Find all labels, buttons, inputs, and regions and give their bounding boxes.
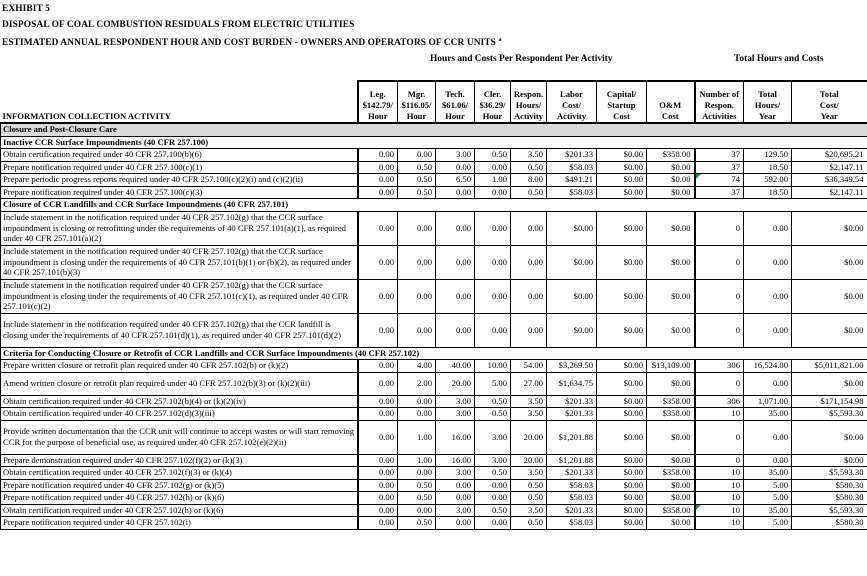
number-activities-cell: 306	[695, 395, 744, 408]
total-cost-cell: $0.00	[792, 313, 867, 347]
capital-cost-cell: $0.00	[597, 504, 647, 517]
cler-hours-cell: 0.50	[475, 408, 511, 421]
cler-hours-cell: 3.00	[475, 454, 511, 467]
capital-cost-cell: $0.00	[597, 360, 647, 373]
table-row	[1, 360, 867, 373]
tech-hours-cell: 6.50	[436, 174, 475, 187]
cler-hours-cell: 0.00	[475, 211, 511, 245]
activity-cell: Prepare notification required under 40 CFR 257.100(c)(1)	[1, 161, 358, 174]
subsection-title: Closure of CCR Landfills and CCR Surface Impoundments (40 CFR 257.101)	[1, 199, 867, 212]
activity-cell: Include statement in the notification required under 40 CFR 257.102(g) that the CCR surface impoundment is closing under the requirements of 40 CFR 257.101(b)(1) or (b)(2), as required under 40 CFR 257.101(b)(3)	[1, 245, 358, 279]
leg-hours-cell: 0.00	[358, 517, 398, 530]
activity-cell: Amend written closure or retrofit plan required under 40 CFR 257.102(b)(3) or (k)(2)(iii)	[1, 372, 358, 395]
respon-hours-cell: 0.00	[511, 245, 547, 279]
mgr-hours-cell: 0.00	[398, 504, 436, 517]
mgr-hours-cell: 0.00	[398, 211, 436, 245]
labor-cost-cell: $58.03	[547, 479, 597, 492]
activity-cell: Prepare periodic progress reports required under 40 CFR 257.100(c)(2)(i) and (c)(2)(ii)	[1, 174, 358, 187]
table-row	[1, 454, 867, 467]
respon-hours-cell: 3.50	[511, 408, 547, 421]
activity-cell: Prepare written closure or retrofit plan required under 40 CFR 257.102(b) or (k)(2)	[1, 360, 358, 373]
subsection-title: Criteria for Conducting Closure or Retrofit of CCR Landfills and CCR Surface Impoundments (40 CFR 257.102)	[1, 347, 867, 360]
mgr-hours-cell: 0.00	[398, 245, 436, 279]
activity-cell: Obtain certification required under 40 CFR 257.102(f)(3) or (k)(4)	[1, 467, 358, 480]
labor-cost-cell: $201.33	[547, 504, 597, 517]
respon-hours-cell: 3.50	[511, 504, 547, 517]
table-body	[1, 123, 867, 529]
om-cost-cell: $0.00	[647, 186, 695, 199]
total-hours-cell: 0.00	[744, 420, 792, 454]
tech-hours-cell: 0.00	[436, 279, 475, 313]
respon-hours-cell: 3.50	[511, 395, 547, 408]
column-header-mgr: Mgr. $116.05/ Hour	[398, 81, 436, 123]
om-cost-cell: $0.00	[647, 279, 695, 313]
cler-hours-cell: 3.00	[475, 420, 511, 454]
activity-cell: Obtain certification required under 40 CFR 257.100(b)(6)	[1, 149, 358, 162]
leg-hours-cell: 0.00	[358, 279, 398, 313]
number-activities-cell: 37	[695, 161, 744, 174]
leg-hours-cell: 0.00	[358, 504, 398, 517]
number-activities-cell: 37	[695, 186, 744, 199]
tech-hours-cell: 3.00	[436, 467, 475, 480]
subsection-header	[1, 199, 867, 212]
exhibit-label: EXHIBIT 5	[2, 4, 50, 14]
capital-cost-cell: $0.00	[597, 372, 647, 395]
respon-hours-cell: 0.50	[511, 186, 547, 199]
leg-hours-cell: 0.00	[358, 186, 398, 199]
table-row	[1, 245, 867, 279]
capital-cost-cell: $0.00	[597, 420, 647, 454]
leg-hours-cell: 0.00	[358, 313, 398, 347]
om-cost-cell: $0.00	[647, 372, 695, 395]
number-activities-cell: 0	[695, 211, 744, 245]
cler-hours-cell: 0.00	[475, 161, 511, 174]
number-activities-cell: 10	[695, 467, 744, 480]
total-cost-cell: $0.00	[792, 454, 867, 467]
activity-cell: Include statement in the notification required under 40 CFR 257.102(g) that the CCR landfill is closing under the requirements of 40 CFR 257.101(d)(1), as required under 40 CFR 257.101(d)(2)	[1, 313, 358, 347]
om-cost-cell: $0.00	[647, 211, 695, 245]
activity-cell: Include statement in the notification required under 40 CFR 257.102(g) that the CCR surface impoundment is closing under the requirements of 40 CFR 257.101(c)(1), as required under 40 CFR 257.101(c)(2)	[1, 279, 358, 313]
tech-hours-cell: 0.00	[436, 479, 475, 492]
activity-cell: Prepare notification required under 40 CFR 257.102(g) or (k)(5)	[1, 479, 358, 492]
tech-hours-cell: 3.00	[436, 395, 475, 408]
tech-hours-cell: 0.00	[436, 313, 475, 347]
subsection-header	[1, 347, 867, 360]
respon-hours-cell: 0.50	[511, 479, 547, 492]
number-activities-cell: 0	[695, 454, 744, 467]
leg-hours-cell: 0.00	[358, 420, 398, 454]
activity-cell: Obtain certification required under 40 CFR 257.102(h) or (k)(6)	[1, 504, 358, 517]
respon-hours-cell: 54.00	[511, 360, 547, 373]
table-row	[1, 420, 867, 454]
labor-cost-cell: $58.03	[547, 492, 597, 505]
leg-hours-cell: 0.00	[358, 149, 398, 162]
total-cost-cell: $580.30	[792, 492, 867, 505]
respon-hours-cell: 0.00	[511, 211, 547, 245]
om-cost-cell: $0.00	[647, 479, 695, 492]
activity-cell: Prepare notification required under 40 CFR 257.100(c)(3)	[1, 186, 358, 199]
total-cost-cell: $5,593.30	[792, 467, 867, 480]
total-hours-cell: 16,524.00	[744, 360, 792, 373]
mgr-hours-cell: 0.00	[398, 467, 436, 480]
total-hours-cell: 35.00	[744, 467, 792, 480]
table-row	[1, 149, 867, 162]
capital-cost-cell: $0.00	[597, 517, 647, 530]
om-cost-cell: $0.00	[647, 420, 695, 454]
tech-hours-cell: 0.00	[436, 186, 475, 199]
labor-cost-cell: $491.21	[547, 174, 597, 187]
section-header	[1, 123, 867, 136]
column-header-total-cost: Total Cost/ Year	[792, 81, 867, 123]
tech-hours-cell: 0.00	[436, 517, 475, 530]
tech-hours-cell: 20.00	[436, 372, 475, 395]
tech-hours-cell: 0.00	[436, 161, 475, 174]
activity-cell: Obtain certification required under 40 CFR 257.102(d)(3)(iii)	[1, 408, 358, 421]
number-activities-cell: 0	[695, 372, 744, 395]
total-hours-cell: 5.00	[744, 492, 792, 505]
capital-cost-cell: $0.00	[597, 149, 647, 162]
total-hours-cell: 0.00	[744, 279, 792, 313]
mgr-hours-cell: 0.50	[398, 479, 436, 492]
activity-cell: Provide written documentation that the CCR unit will continue to accept wastes or will start removing CCR for the purpose of beneficial use, as required under 40 CFR 257.102(e)(2)(ii)	[1, 420, 358, 454]
cler-hours-cell: 0.00	[475, 186, 511, 199]
column-header-activity: INFORMATION COLLECTION ACTIVITY	[1, 81, 358, 123]
cler-hours-cell: 0.50	[475, 467, 511, 480]
om-cost-cell: $0.00	[647, 161, 695, 174]
section-title: Closure and Post-Closure Care	[1, 123, 867, 136]
capital-cost-cell: $0.00	[597, 395, 647, 408]
om-cost-cell: $358.00	[647, 395, 695, 408]
om-cost-cell: $13,109.00	[647, 360, 695, 373]
mgr-hours-cell: 0.00	[398, 408, 436, 421]
capital-cost-cell: $0.00	[597, 408, 647, 421]
total-cost-cell: $0.00	[792, 211, 867, 245]
burden-table	[0, 80, 867, 530]
subsection-header	[1, 136, 867, 149]
respon-hours-cell: 0.00	[511, 313, 547, 347]
total-hours-cell: 5.00	[744, 479, 792, 492]
mgr-hours-cell: 2.00	[398, 372, 436, 395]
respon-hours-cell: 0.00	[511, 279, 547, 313]
number-activities-cell: 0	[695, 420, 744, 454]
total-cost-cell: $2,147.11	[792, 161, 867, 174]
subsection-title: Inactive CCR Surface Impoundments (40 CFR 257.100)	[1, 136, 867, 149]
total-cost-cell: $580.30	[792, 479, 867, 492]
mgr-hours-cell: 0.00	[398, 279, 436, 313]
respon-hours-cell: 0.50	[511, 492, 547, 505]
capital-cost-cell: $0.00	[597, 479, 647, 492]
document-title: DISPOSAL OF COAL COMBUSTION RESIDUALS FROM ELECTRIC UTILITIES	[2, 19, 355, 30]
total-cost-cell: $0.00	[792, 420, 867, 454]
leg-hours-cell: 0.00	[358, 467, 398, 480]
capital-cost-cell: $0.00	[597, 279, 647, 313]
labor-cost-cell: $0.00	[547, 313, 597, 347]
labor-cost-cell: $0.00	[547, 211, 597, 245]
total-cost-cell: $171,154.98	[792, 395, 867, 408]
number-activities-cell: 0	[695, 279, 744, 313]
cler-hours-cell: 0.00	[475, 492, 511, 505]
column-header-cler: Cler. $36.29/ Hour	[475, 81, 511, 123]
tech-hours-cell: 16.00	[436, 420, 475, 454]
labor-cost-cell: $58.03	[547, 186, 597, 199]
mgr-hours-cell: 0.50	[398, 174, 436, 187]
number-activities-cell: 306	[695, 360, 744, 373]
total-hours-cell: 0.00	[744, 372, 792, 395]
om-cost-cell: $0.00	[647, 517, 695, 530]
respon-hours-cell: 0.50	[511, 517, 547, 530]
number-activities-cell: 37	[695, 149, 744, 162]
column-header-leg: Leg. $142.79/ Hour	[358, 81, 398, 123]
column-header-number-activities: Number of Respon. Activities	[695, 81, 744, 123]
table-row	[1, 395, 867, 408]
table-row	[1, 186, 867, 199]
total-cost-cell: $0.00	[792, 245, 867, 279]
activity-cell: Include statement in the notification required under 40 CFR 257.102(g) that the CCR surface impoundment is closing or retrofitting under the requirements of 40 CFR 257.101(a)(1), as required under 40 CFR 257.101(a)(2)	[1, 211, 358, 245]
group-header-per-respondent: Hours and Costs Per Respondent Per Activity	[430, 54, 613, 64]
number-activities-cell: 74	[695, 174, 744, 187]
tech-hours-cell: 0.00	[436, 492, 475, 505]
table-row	[1, 372, 867, 395]
column-header-om-cost: O&M Cost	[647, 81, 695, 123]
activity-cell: Prepare notification required under 40 CFR 257.102(i)	[1, 517, 358, 530]
column-header-capital-cost: Capital/ Startup Cost	[597, 81, 647, 123]
total-hours-cell: 18.50	[744, 161, 792, 174]
activity-cell: Obtain certification required under 40 CFR 257.102(b)(4) or (k)(2)(iv)	[1, 395, 358, 408]
total-hours-cell: 35.00	[744, 504, 792, 517]
leg-hours-cell: 0.00	[358, 395, 398, 408]
respon-hours-cell: 20.00	[511, 420, 547, 454]
cler-hours-cell: 0.50	[475, 504, 511, 517]
mgr-hours-cell: 0.50	[398, 517, 436, 530]
leg-hours-cell: 0.00	[358, 454, 398, 467]
leg-hours-cell: 0.00	[358, 174, 398, 187]
om-cost-cell: $0.00	[647, 454, 695, 467]
mgr-hours-cell: 0.50	[398, 161, 436, 174]
total-hours-cell: 0.00	[744, 245, 792, 279]
capital-cost-cell: $0.00	[597, 161, 647, 174]
column-header-total-hours: Total Hours/ Year	[744, 81, 792, 123]
capital-cost-cell: $0.00	[597, 245, 647, 279]
total-hours-cell: 0.00	[744, 313, 792, 347]
number-activities-cell: 10	[695, 517, 744, 530]
total-cost-cell: $2,147.11	[792, 186, 867, 199]
activity-cell: Prepare notification required under 40 CFR 257.102(h) or (k)(6)	[1, 492, 358, 505]
total-cost-cell: $5,011,821.00	[792, 360, 867, 373]
total-hours-cell: 5.00	[744, 517, 792, 530]
om-cost-cell: $358.00	[647, 408, 695, 421]
tech-hours-cell: 3.00	[436, 149, 475, 162]
mgr-hours-cell: 0.50	[398, 492, 436, 505]
total-cost-cell: $5,593.30	[792, 504, 867, 517]
labor-cost-cell: $3,269.50	[547, 360, 597, 373]
total-cost-cell: $0.00	[792, 279, 867, 313]
mgr-hours-cell: 0.00	[398, 149, 436, 162]
cler-hours-cell: 0.00	[475, 313, 511, 347]
capital-cost-cell: $0.00	[597, 186, 647, 199]
table-row	[1, 174, 867, 187]
respon-hours-cell: 3.50	[511, 149, 547, 162]
respon-hours-cell: 20.00	[511, 454, 547, 467]
mgr-hours-cell: 1.00	[398, 420, 436, 454]
table-row	[1, 279, 867, 313]
cler-hours-cell: 0.00	[475, 245, 511, 279]
om-cost-cell: $0.00	[647, 313, 695, 347]
mgr-hours-cell: 1.00	[398, 454, 436, 467]
om-cost-cell: $0.00	[647, 492, 695, 505]
leg-hours-cell: 0.00	[358, 360, 398, 373]
table-row	[1, 408, 867, 421]
mgr-hours-cell: 4.00	[398, 360, 436, 373]
cler-hours-cell: 0.50	[475, 149, 511, 162]
total-cost-cell: $0.00	[792, 372, 867, 395]
om-cost-cell: $0.00	[647, 174, 695, 187]
total-hours-cell: 35.00	[744, 408, 792, 421]
total-hours-cell: 18.50	[744, 186, 792, 199]
tech-hours-cell: 3.00	[436, 504, 475, 517]
capital-cost-cell: $0.00	[597, 454, 647, 467]
cler-hours-cell: 0.50	[475, 395, 511, 408]
respon-hours-cell: 3.50	[511, 467, 547, 480]
number-activities-cell: 10	[695, 504, 744, 517]
respon-hours-cell: 27.00	[511, 372, 547, 395]
number-activities-cell: 10	[695, 492, 744, 505]
leg-hours-cell: 0.00	[358, 372, 398, 395]
table-row	[1, 211, 867, 245]
labor-cost-cell: $0.00	[547, 279, 597, 313]
leg-hours-cell: 0.00	[358, 245, 398, 279]
number-activities-cell: 0	[695, 313, 744, 347]
labor-cost-cell: $1,634.75	[547, 372, 597, 395]
tech-hours-cell: 16.00	[436, 454, 475, 467]
total-cost-cell: $5,593.30	[792, 408, 867, 421]
tech-hours-cell: 0.00	[436, 211, 475, 245]
leg-hours-cell: 0.00	[358, 479, 398, 492]
number-activities-cell: 10	[695, 408, 744, 421]
number-activities-cell: 10	[695, 479, 744, 492]
column-header-tech: Tech. $61.06/ Hour	[436, 81, 475, 123]
capital-cost-cell: $0.00	[597, 211, 647, 245]
labor-cost-cell: $1,201.88	[547, 454, 597, 467]
cler-hours-cell: 5.00	[475, 372, 511, 395]
om-cost-cell: $358.00	[647, 504, 695, 517]
leg-hours-cell: 0.00	[358, 408, 398, 421]
total-cost-cell: $580.30	[792, 517, 867, 530]
total-hours-cell: 0.00	[744, 454, 792, 467]
tech-hours-cell: 3.00	[436, 408, 475, 421]
cler-hours-cell: 10.00	[475, 360, 511, 373]
labor-cost-cell: $201.33	[547, 408, 597, 421]
group-header-totals: Total Hours and Costs	[734, 54, 824, 64]
tech-hours-cell: 40.00	[436, 360, 475, 373]
number-activities-cell: 0	[695, 245, 744, 279]
respon-hours-cell: 0.50	[511, 161, 547, 174]
leg-hours-cell: 0.00	[358, 492, 398, 505]
capital-cost-cell: $0.00	[597, 467, 647, 480]
mgr-hours-cell: 0.00	[398, 313, 436, 347]
cler-hours-cell: 0.00	[475, 279, 511, 313]
table-row	[1, 517, 867, 530]
cler-hours-cell: 0.00	[475, 479, 511, 492]
capital-cost-cell: $0.00	[597, 492, 647, 505]
leg-hours-cell: 0.00	[358, 161, 398, 174]
labor-cost-cell: $1,201.88	[547, 420, 597, 454]
table-row	[1, 313, 867, 347]
om-cost-cell: $358.00	[647, 467, 695, 480]
activity-cell: Prepare demonstration required under 40 CFR 257.102(f)(2) or (k)(3)	[1, 454, 358, 467]
footnote-marker: a	[498, 37, 502, 43]
cler-hours-cell: 0.00	[475, 517, 511, 530]
table-row	[1, 479, 867, 492]
leg-hours-cell: 0.00	[358, 211, 398, 245]
tech-hours-cell: 0.00	[436, 245, 475, 279]
labor-cost-cell: $201.33	[547, 149, 597, 162]
column-header-labor-cost: Labor Cost/ Activity	[547, 81, 597, 123]
table-row	[1, 161, 867, 174]
labor-cost-cell: $58.03	[547, 517, 597, 530]
capital-cost-cell: $0.00	[597, 313, 647, 347]
total-hours-cell: 592.00	[744, 174, 792, 187]
title-block	[2, 2, 502, 52]
total-cost-cell: $36,349.54	[792, 174, 867, 187]
table-row	[1, 492, 867, 505]
document-subtitle: ESTIMATED ANNUAL RESPONDENT HOUR AND COST BURDEN - OWNERS AND OPERATORS OF CCR UNITS $^a$	[2, 37, 502, 49]
mgr-hours-cell: 0.00	[398, 395, 436, 408]
om-cost-cell: $358.00	[647, 149, 695, 162]
mgr-hours-cell: 0.50	[398, 186, 436, 199]
total-hours-cell: 0.00	[744, 211, 792, 245]
capital-cost-cell: $0.00	[597, 174, 647, 187]
table-row	[1, 504, 867, 517]
column-header-respon-hours: Respon. Hours/ Activity	[511, 81, 547, 123]
om-cost-cell: $0.00	[647, 245, 695, 279]
labor-cost-cell: $201.33	[547, 467, 597, 480]
total-hours-cell: 1,071.00	[744, 395, 792, 408]
labor-cost-cell: $58.03	[547, 161, 597, 174]
total-cost-cell: $20,695.21	[792, 149, 867, 162]
cler-hours-cell: 1.00	[475, 174, 511, 187]
respon-hours-cell: 8.00	[511, 174, 547, 187]
table-row	[1, 467, 867, 480]
total-hours-cell: 129.50	[744, 149, 792, 162]
labor-cost-cell: $201.33	[547, 395, 597, 408]
labor-cost-cell: $0.00	[547, 245, 597, 279]
